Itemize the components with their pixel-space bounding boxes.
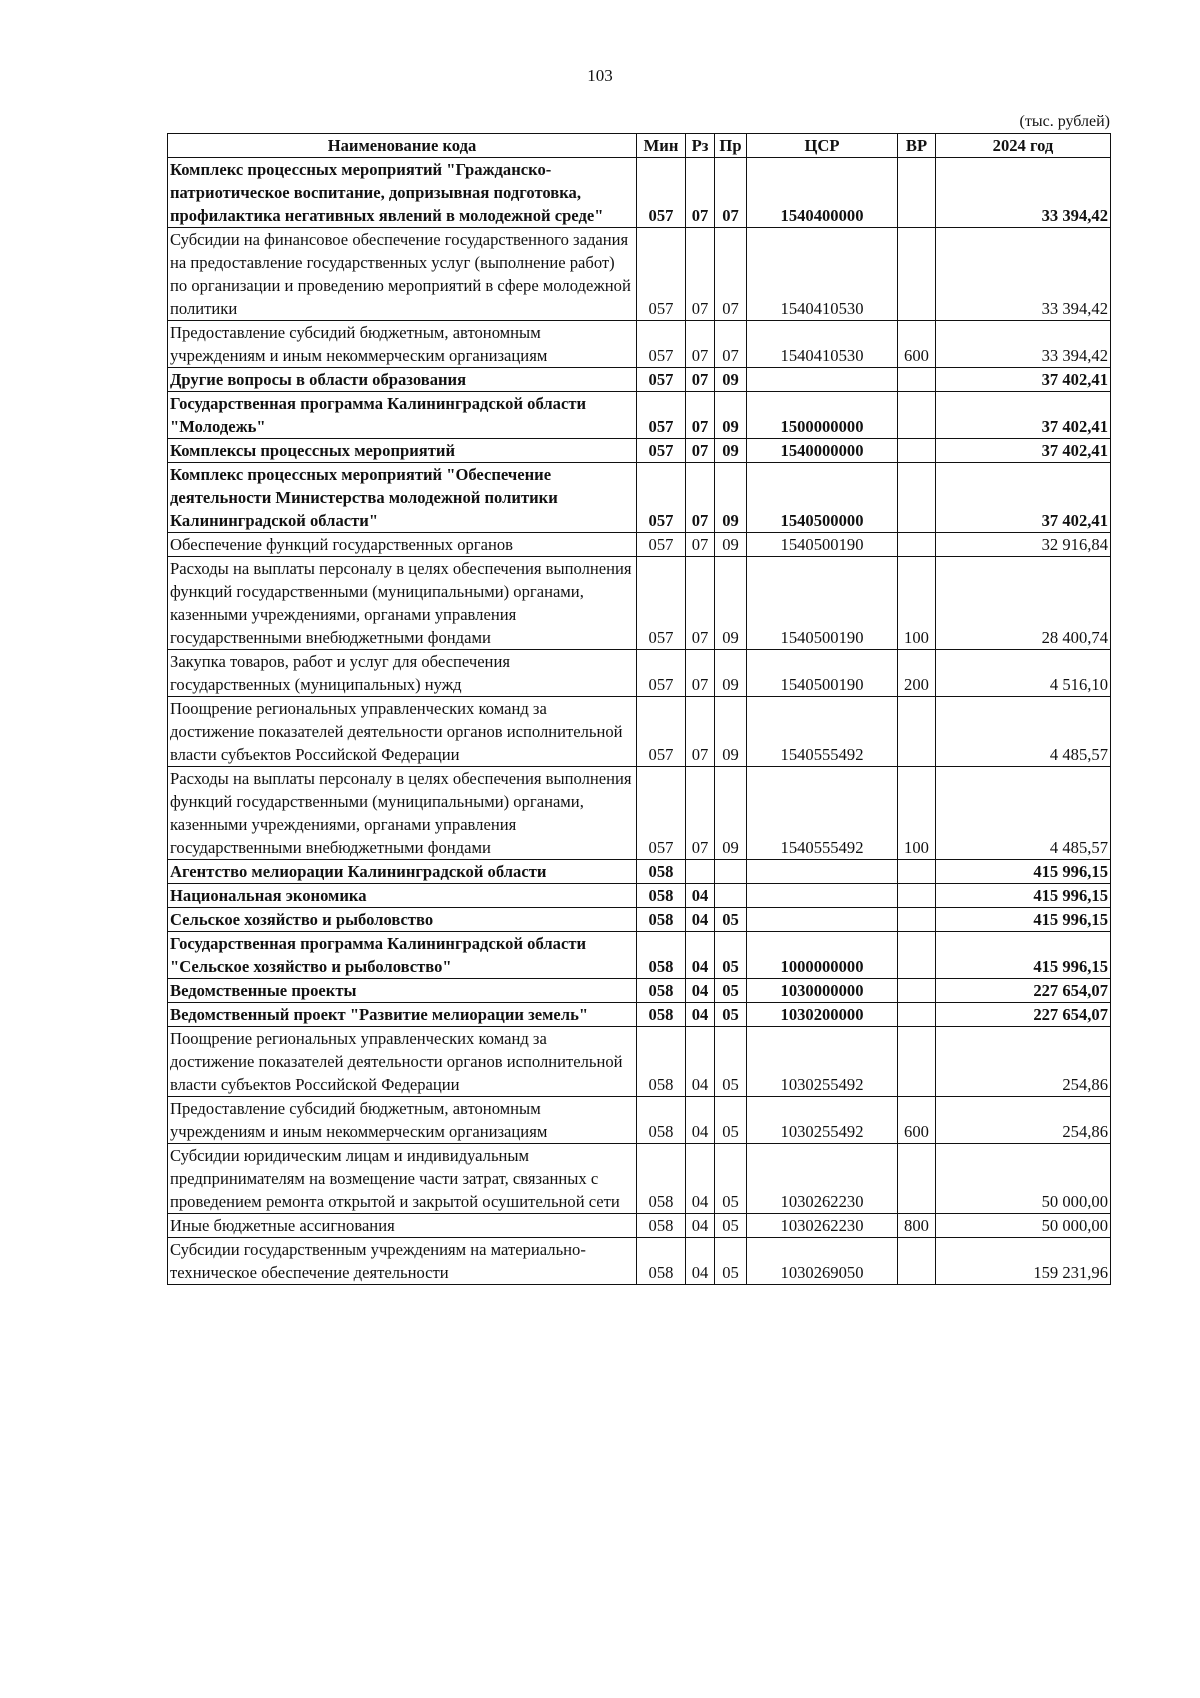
cell-min: 057 xyxy=(637,767,686,860)
cell-vr xyxy=(898,228,936,321)
cell-pr: 09 xyxy=(715,650,747,697)
cell-min: 057 xyxy=(637,158,686,228)
cell-name: Агентство мелиорации Калининградской области xyxy=(168,860,637,884)
cell-csr: 1030262230 xyxy=(747,1144,898,1214)
table-row xyxy=(168,650,1111,697)
cell-rz: 04 xyxy=(686,908,715,932)
cell-rz: 07 xyxy=(686,767,715,860)
cell-rz: 07 xyxy=(686,321,715,368)
cell-name: Расходы на выплаты персоналу в целях обеспечения выполнения функций государственными (муниципальными) органами, казенными учреждениями, органами управления государственными внебюджетными фондами xyxy=(168,557,637,650)
cell-rz: 04 xyxy=(686,1027,715,1097)
cell-name: Комплекс процессных мероприятий "Гражданско-патриотическое воспитание, допризывная подготовка, профилактика негативных явлений в молодежной среде" xyxy=(168,158,637,228)
cell-sum: 415 996,15 xyxy=(936,932,1111,979)
table-row xyxy=(168,1027,1111,1097)
cell-name: Комплексы процессных мероприятий xyxy=(168,439,637,463)
cell-name: Предоставление субсидий бюджетным, автономным учреждениям и иным некоммерческим организациям xyxy=(168,321,637,368)
header-vr: ВР xyxy=(898,134,936,158)
header-csr: ЦСР xyxy=(747,134,898,158)
cell-vr xyxy=(898,1144,936,1214)
cell-rz: 07 xyxy=(686,463,715,533)
cell-pr: 07 xyxy=(715,158,747,228)
cell-rz: 04 xyxy=(686,1144,715,1214)
cell-name: Расходы на выплаты персоналу в целях обеспечения выполнения функций государственными (муниципальными) органами, казенными учреждениями, органами управления государственными внебюджетными фондами xyxy=(168,767,637,860)
cell-min: 057 xyxy=(637,650,686,697)
cell-vr xyxy=(898,1238,936,1285)
cell-vr xyxy=(898,392,936,439)
cell-vr xyxy=(898,533,936,557)
cell-min: 058 xyxy=(637,1214,686,1238)
cell-vr: 800 xyxy=(898,1214,936,1238)
cell-vr xyxy=(898,979,936,1003)
cell-csr xyxy=(747,908,898,932)
cell-vr xyxy=(898,1003,936,1027)
cell-min: 058 xyxy=(637,860,686,884)
cell-pr: 05 xyxy=(715,1144,747,1214)
cell-name: Иные бюджетные ассигнования xyxy=(168,1214,637,1238)
header-min: Мин xyxy=(637,134,686,158)
table-body xyxy=(168,158,1111,1285)
cell-rz: 04 xyxy=(686,932,715,979)
cell-pr: 09 xyxy=(715,392,747,439)
cell-rz: 07 xyxy=(686,158,715,228)
cell-vr: 100 xyxy=(898,767,936,860)
cell-csr: 1540410530 xyxy=(747,228,898,321)
cell-min: 058 xyxy=(637,884,686,908)
cell-sum: 415 996,15 xyxy=(936,908,1111,932)
cell-vr: 600 xyxy=(898,1097,936,1144)
table-row xyxy=(168,228,1111,321)
cell-csr: 1540000000 xyxy=(747,439,898,463)
cell-vr: 600 xyxy=(898,321,936,368)
table-row xyxy=(168,860,1111,884)
cell-name: Закупка товаров, работ и услуг для обеспечения государственных (муниципальных) нужд xyxy=(168,650,637,697)
cell-csr: 1540555492 xyxy=(747,697,898,767)
cell-sum: 37 402,41 xyxy=(936,392,1111,439)
cell-csr: 1540500190 xyxy=(747,533,898,557)
table-row xyxy=(168,557,1111,650)
cell-csr: 1540400000 xyxy=(747,158,898,228)
cell-name: Предоставление субсидий бюджетным, автономным учреждениям и иным некоммерческим организациям xyxy=(168,1097,637,1144)
cell-sum: 227 654,07 xyxy=(936,1003,1111,1027)
cell-pr xyxy=(715,860,747,884)
cell-sum: 32 916,84 xyxy=(936,533,1111,557)
cell-rz: 07 xyxy=(686,557,715,650)
cell-min: 057 xyxy=(637,392,686,439)
cell-rz: 04 xyxy=(686,979,715,1003)
cell-name: Поощрение региональных управленческих команд за достижение показателей деятельности органов исполнительной власти субъектов Российской Федерации xyxy=(168,697,637,767)
cell-csr: 1030200000 xyxy=(747,1003,898,1027)
cell-rz: 04 xyxy=(686,1003,715,1027)
cell-vr xyxy=(898,439,936,463)
cell-name: Комплекс процессных мероприятий "Обеспечение деятельности Министерства молодежной политики Калининградской области" xyxy=(168,463,637,533)
cell-vr xyxy=(898,932,936,979)
cell-sum: 50 000,00 xyxy=(936,1214,1111,1238)
cell-csr: 1030255492 xyxy=(747,1027,898,1097)
cell-min: 058 xyxy=(637,1238,686,1285)
table-row xyxy=(168,368,1111,392)
cell-sum: 33 394,42 xyxy=(936,228,1111,321)
cell-vr xyxy=(898,463,936,533)
cell-rz: 07 xyxy=(686,533,715,557)
cell-rz: 07 xyxy=(686,439,715,463)
cell-pr: 05 xyxy=(715,1214,747,1238)
cell-vr xyxy=(898,908,936,932)
table-row xyxy=(168,439,1111,463)
cell-pr: 05 xyxy=(715,1238,747,1285)
cell-vr: 200 xyxy=(898,650,936,697)
cell-pr: 07 xyxy=(715,228,747,321)
cell-csr: 1030262230 xyxy=(747,1214,898,1238)
cell-csr: 1000000000 xyxy=(747,932,898,979)
cell-csr: 1030255492 xyxy=(747,1097,898,1144)
table-row xyxy=(168,932,1111,979)
cell-pr xyxy=(715,884,747,908)
cell-sum: 159 231,96 xyxy=(936,1238,1111,1285)
cell-name: Субсидии юридическим лицам и индивидуальным предпринимателям на возмещение части затрат, связанных с проведением ремонта открытой и закрытой осушительной сети xyxy=(168,1144,637,1214)
cell-min: 058 xyxy=(637,1027,686,1097)
cell-min: 058 xyxy=(637,908,686,932)
units-label: (тыс. рублей) xyxy=(1019,113,1110,130)
table-row xyxy=(168,321,1111,368)
cell-pr: 05 xyxy=(715,979,747,1003)
cell-pr: 05 xyxy=(715,908,747,932)
cell-name: Ведомственные проекты xyxy=(168,979,637,1003)
header-name: Наименование кода xyxy=(168,134,637,158)
cell-csr: 1540500000 xyxy=(747,463,898,533)
table-row xyxy=(168,392,1111,439)
cell-csr xyxy=(747,884,898,908)
cell-sum: 33 394,42 xyxy=(936,158,1111,228)
cell-min: 057 xyxy=(637,533,686,557)
cell-csr: 1540410530 xyxy=(747,321,898,368)
cell-csr xyxy=(747,860,898,884)
cell-rz: 04 xyxy=(686,1214,715,1238)
cell-name: Государственная программа Калининградской области "Молодежь" xyxy=(168,392,637,439)
cell-min: 057 xyxy=(637,697,686,767)
cell-vr xyxy=(898,697,936,767)
cell-sum: 37 402,41 xyxy=(936,463,1111,533)
cell-sum: 415 996,15 xyxy=(936,884,1111,908)
table-row xyxy=(168,908,1111,932)
cell-pr: 09 xyxy=(715,557,747,650)
cell-vr xyxy=(898,158,936,228)
table-row xyxy=(168,1097,1111,1144)
table-row xyxy=(168,158,1111,228)
cell-sum: 254,86 xyxy=(936,1097,1111,1144)
cell-csr: 1540500190 xyxy=(747,557,898,650)
header-pr: Пр xyxy=(715,134,747,158)
cell-vr xyxy=(898,368,936,392)
cell-pr: 09 xyxy=(715,767,747,860)
cell-sum: 4 485,57 xyxy=(936,697,1111,767)
cell-sum: 415 996,15 xyxy=(936,860,1111,884)
cell-rz: 07 xyxy=(686,697,715,767)
table-row xyxy=(168,463,1111,533)
cell-rz: 07 xyxy=(686,392,715,439)
cell-name: Государственная программа Калининградской области "Сельское хозяйство и рыболовство" xyxy=(168,932,637,979)
cell-sum: 4 485,57 xyxy=(936,767,1111,860)
cell-min: 057 xyxy=(637,439,686,463)
cell-rz: 07 xyxy=(686,368,715,392)
cell-min: 058 xyxy=(637,1144,686,1214)
header-sum: 2024 год xyxy=(936,134,1111,158)
cell-vr xyxy=(898,860,936,884)
cell-min: 058 xyxy=(637,1097,686,1144)
cell-rz: 04 xyxy=(686,1238,715,1285)
cell-min: 057 xyxy=(637,228,686,321)
cell-pr: 05 xyxy=(715,1027,747,1097)
table-row xyxy=(168,1214,1111,1238)
cell-name: Поощрение региональных управленческих команд за достижение показателей деятельности органов исполнительной власти субъектов Российской Федерации xyxy=(168,1027,637,1097)
cell-rz: 07 xyxy=(686,650,715,697)
budget-table xyxy=(167,133,1111,1285)
cell-sum: 254,86 xyxy=(936,1027,1111,1097)
table-row xyxy=(168,533,1111,557)
table-row xyxy=(168,1144,1111,1214)
cell-name: Субсидии государственным учреждениям на материально-техническое обеспечение деятельности xyxy=(168,1238,637,1285)
cell-rz: 04 xyxy=(686,884,715,908)
cell-name: Субсидии на финансовое обеспечение государственного задания на предоставление государственных услуг (выполнение работ) по организации и проведению мероприятий в сфере молодежной политики xyxy=(168,228,637,321)
header-rz: Рз xyxy=(686,134,715,158)
cell-rz xyxy=(686,860,715,884)
cell-vr xyxy=(898,1027,936,1097)
table-row xyxy=(168,767,1111,860)
cell-pr: 05 xyxy=(715,1003,747,1027)
cell-sum: 37 402,41 xyxy=(936,368,1111,392)
table-row xyxy=(168,979,1111,1003)
table-row xyxy=(168,1238,1111,1285)
cell-name: Сельское хозяйство и рыболовство xyxy=(168,908,637,932)
cell-pr: 09 xyxy=(715,439,747,463)
cell-pr: 07 xyxy=(715,321,747,368)
cell-sum: 28 400,74 xyxy=(936,557,1111,650)
table-header-row xyxy=(168,134,1111,158)
cell-pr: 05 xyxy=(715,932,747,979)
table-row xyxy=(168,1003,1111,1027)
cell-rz: 07 xyxy=(686,228,715,321)
cell-csr xyxy=(747,368,898,392)
cell-csr: 1540500190 xyxy=(747,650,898,697)
cell-min: 057 xyxy=(637,368,686,392)
cell-min: 057 xyxy=(637,321,686,368)
cell-sum: 227 654,07 xyxy=(936,979,1111,1003)
cell-sum: 50 000,00 xyxy=(936,1144,1111,1214)
cell-name: Обеспечение функций государственных органов xyxy=(168,533,637,557)
cell-vr: 100 xyxy=(898,557,936,650)
cell-rz: 04 xyxy=(686,1097,715,1144)
cell-sum: 37 402,41 xyxy=(936,439,1111,463)
cell-min: 057 xyxy=(637,557,686,650)
cell-sum: 33 394,42 xyxy=(936,321,1111,368)
cell-csr: 1540555492 xyxy=(747,767,898,860)
cell-pr: 05 xyxy=(715,1097,747,1144)
cell-name: Другие вопросы в области образования xyxy=(168,368,637,392)
cell-min: 057 xyxy=(637,463,686,533)
cell-min: 058 xyxy=(637,1003,686,1027)
cell-pr: 09 xyxy=(715,463,747,533)
cell-name: Ведомственный проект "Развитие мелиорации земель" xyxy=(168,1003,637,1027)
cell-min: 058 xyxy=(637,932,686,979)
cell-csr: 1030269050 xyxy=(747,1238,898,1285)
page-number: 103 xyxy=(587,66,613,85)
cell-csr: 1500000000 xyxy=(747,392,898,439)
table-row xyxy=(168,884,1111,908)
cell-pr: 09 xyxy=(715,697,747,767)
table-row xyxy=(168,697,1111,767)
cell-vr xyxy=(898,884,936,908)
cell-csr: 1030000000 xyxy=(747,979,898,1003)
cell-min: 058 xyxy=(637,979,686,1003)
cell-name: Национальная экономика xyxy=(168,884,637,908)
cell-pr: 09 xyxy=(715,368,747,392)
cell-pr: 09 xyxy=(715,533,747,557)
cell-sum: 4 516,10 xyxy=(936,650,1111,697)
